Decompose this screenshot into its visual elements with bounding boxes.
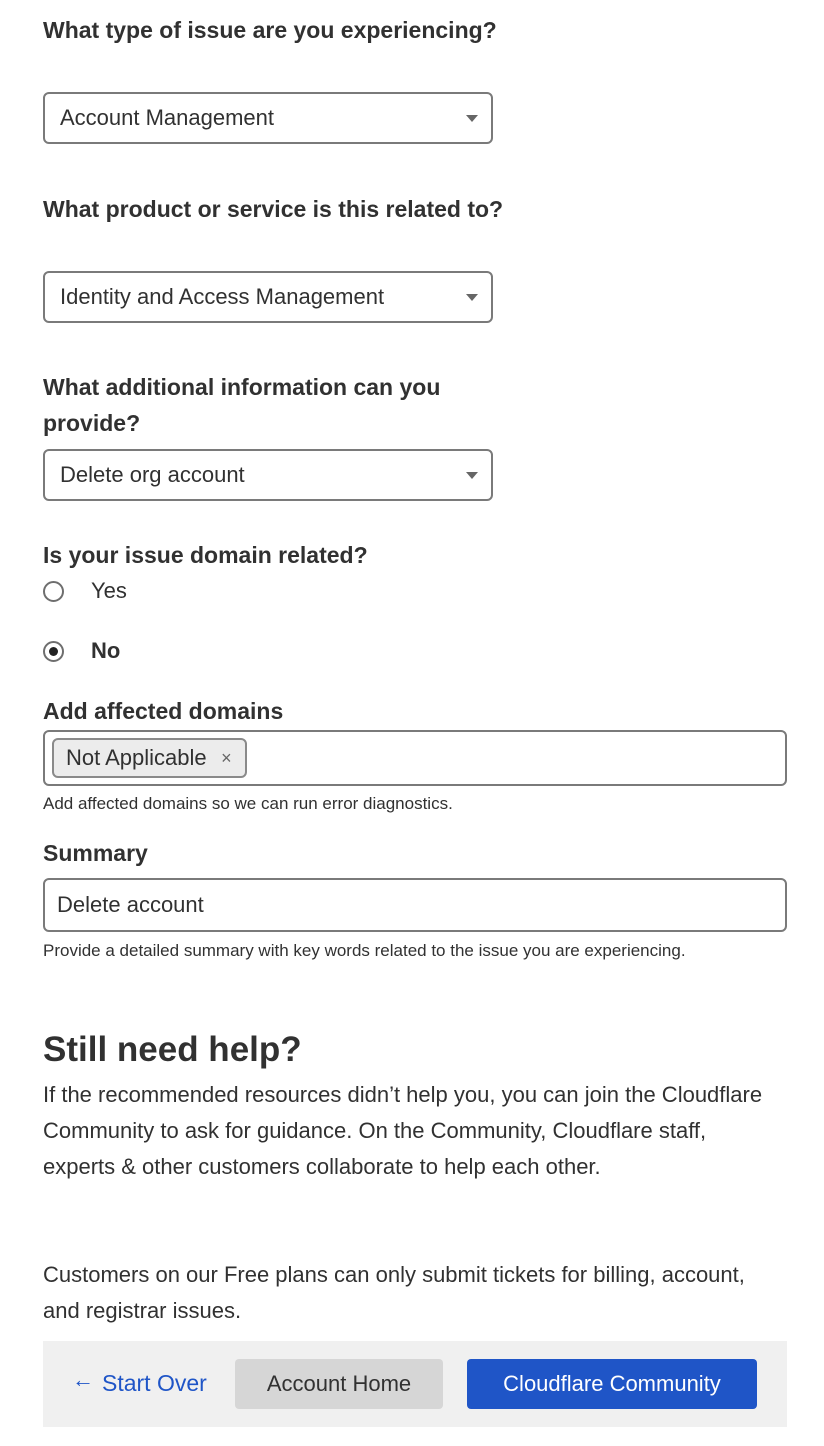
- issue-type-select[interactable]: [43, 92, 493, 144]
- radio-yes[interactable]: [43, 576, 127, 606]
- issue-type-label: What type of issue are you experiencing?: [43, 17, 497, 43]
- start-over-label: Start Over: [102, 1369, 207, 1396]
- domain-tag: [52, 738, 247, 778]
- radio-no[interactable]: [43, 636, 120, 666]
- summary-value: Delete account: [57, 892, 204, 917]
- radio-yes-label: Yes: [91, 578, 127, 603]
- action-bar: [43, 1341, 787, 1427]
- chevron-down-icon: [466, 472, 478, 479]
- domain-related-label: Is your issue domain related?: [43, 542, 368, 568]
- close-icon[interactable]: ×: [221, 748, 232, 768]
- affected-domains-input[interactable]: [43, 730, 787, 786]
- product-select[interactable]: [43, 271, 493, 323]
- help-paragraph-1: If the recommended resources didn’t help you, you can join the Cloudflare Community to ask for guidance. On the Community, Cloudflare staff, experts & other customers collaborate to help each other.: [43, 1082, 763, 1179]
- summary-label: Summary: [43, 840, 148, 866]
- account-home-button[interactable]: Account Home: [235, 1359, 443, 1409]
- radio-yes-circle[interactable]: [43, 581, 64, 602]
- additional-info-select[interactable]: [43, 449, 493, 501]
- still-need-help-heading: Still need help?: [43, 1030, 302, 1069]
- domain-tag-label: Not Applicable: [66, 745, 207, 770]
- affected-domains-helper: Add affected domains so we can run error diagnostics.: [43, 794, 453, 813]
- radio-no-label: No: [91, 638, 121, 663]
- summary-helper: Provide a detailed summary with key words related to the issue you are experiencing.: [43, 941, 686, 960]
- summary-input[interactable]: [43, 878, 787, 932]
- help-paragraph-2: Customers on our Free plans can only submit tickets for billing, account, and registrar issues.: [43, 1262, 745, 1323]
- product-label: What product or service is this related to?: [43, 196, 504, 222]
- additional-info-label: What additional information can you provide?: [43, 374, 441, 436]
- affected-domains-label: Add affected domains: [43, 698, 284, 724]
- radio-no-circle[interactable]: [43, 641, 64, 662]
- product-value: Identity and Access Management: [60, 284, 385, 309]
- chevron-down-icon: [466, 294, 478, 301]
- cloudflare-community-button[interactable]: Cloudflare Community: [467, 1359, 757, 1409]
- start-over-link[interactable]: [72, 1366, 207, 1400]
- arrow-left-icon: ←: [72, 1367, 94, 1392]
- additional-info-value: Delete org account: [60, 462, 245, 487]
- chevron-down-icon: [466, 115, 478, 122]
- issue-type-value: Account Management: [60, 105, 275, 130]
